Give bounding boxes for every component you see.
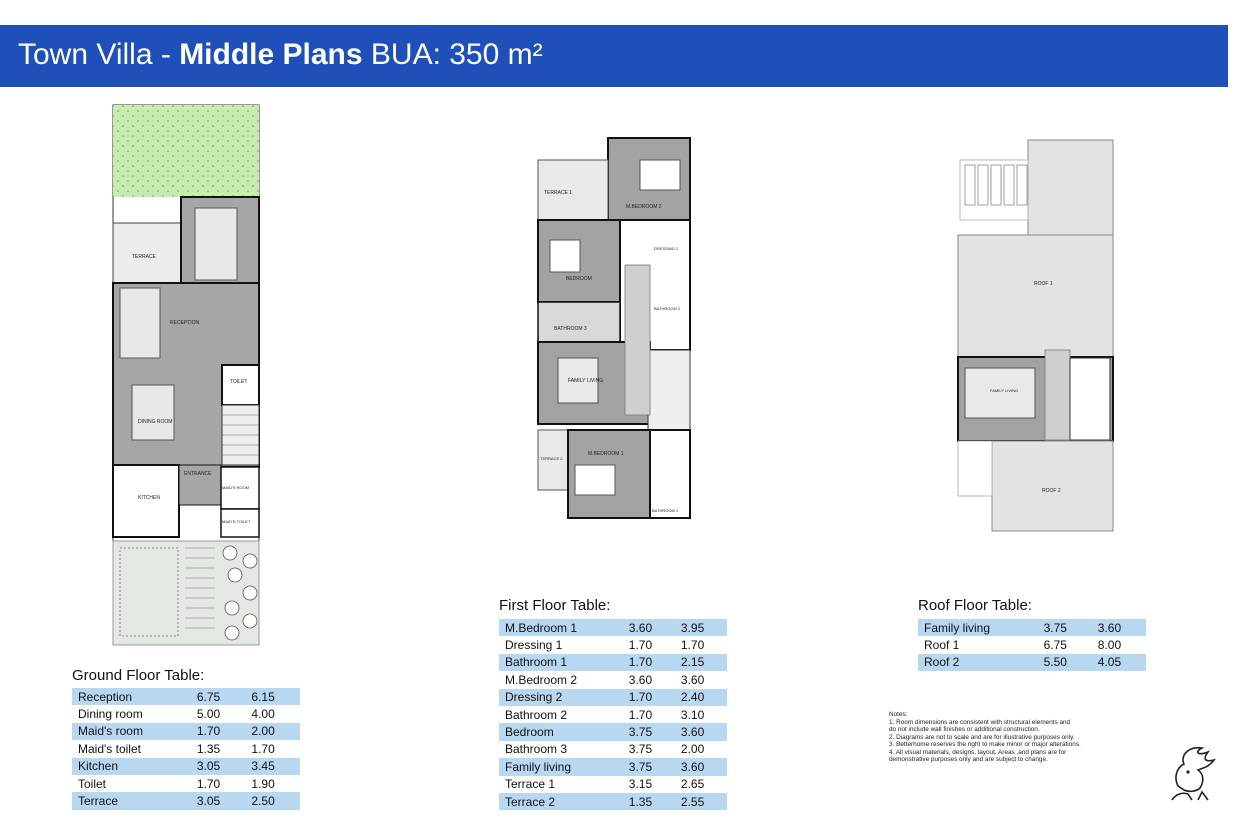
room-length: 3.45 xyxy=(245,758,300,775)
room-width: 5.50 xyxy=(1038,654,1092,671)
room-width: 3.15 xyxy=(623,776,675,793)
room-length: 8.00 xyxy=(1092,636,1146,653)
room-length: 2.50 xyxy=(245,792,300,809)
table-row xyxy=(918,654,1146,671)
first-label-terrace2: TERRACE 2 xyxy=(540,456,563,461)
ground-label-terrace: TERRACE xyxy=(132,254,156,260)
room-length: 2.55 xyxy=(675,793,727,810)
table-row xyxy=(72,705,300,722)
room-width: 5.00 xyxy=(191,705,246,722)
table-row xyxy=(499,654,727,671)
roof-table-title: Roof Floor Table: xyxy=(918,597,1032,614)
room-length: 3.95 xyxy=(675,619,727,636)
room-width: 3.05 xyxy=(191,758,246,775)
page-title xyxy=(18,38,543,72)
room-name: Kitchen xyxy=(72,758,191,775)
title-prefix: Town Villa - xyxy=(18,38,180,71)
notes-line: 4. All visual materials, designs, layout, Areas ,and plans are for xyxy=(889,748,1067,756)
room-width: 1.70 xyxy=(623,706,675,723)
table-row xyxy=(72,792,300,809)
table-row xyxy=(918,636,1146,653)
title-suffix: BUA: 350 m² xyxy=(362,38,543,71)
room-length: 4.05 xyxy=(1092,654,1146,671)
room-width: 3.05 xyxy=(191,792,246,809)
room-width: 3.60 xyxy=(623,619,675,636)
room-name: Maid's room xyxy=(72,723,191,740)
room-name: Terrace 2 xyxy=(499,793,623,810)
first-label-mbedroom1: M.BEDROOM 1 xyxy=(588,451,624,457)
room-width: 6.75 xyxy=(191,688,246,705)
room-width: 1.70 xyxy=(623,654,675,671)
ground-label-dining: DINING ROOM xyxy=(138,419,173,425)
room-name: Bathroom 3 xyxy=(499,741,623,758)
notes-line: 2. Diagrams are not to scale and are for illustrative purposes only. xyxy=(889,733,1075,741)
room-length: 3.60 xyxy=(675,671,727,688)
table-row xyxy=(499,758,727,775)
table-row xyxy=(72,688,300,705)
first-label-bathroom1: BATHROOM 1 xyxy=(652,508,679,513)
room-length: 2.00 xyxy=(245,723,300,740)
notes-line: 1. Room dimensions are consistent with structural elements and xyxy=(889,718,1071,726)
room-name: Terrace xyxy=(72,792,191,809)
room-width: 3.60 xyxy=(623,671,675,688)
ground-label-toilet: TOILET xyxy=(230,379,248,385)
room-name: Roof 1 xyxy=(918,636,1038,653)
room-length: 2.00 xyxy=(675,741,727,758)
table-row xyxy=(499,776,727,793)
room-width: 3.75 xyxy=(1038,619,1092,636)
terrace-area xyxy=(113,223,181,283)
room-name: Family living xyxy=(499,758,623,775)
header-banner xyxy=(0,25,1228,87)
first-label-bathroom2: BATHROOM 2 xyxy=(654,306,681,311)
room-width: 1.70 xyxy=(623,689,675,706)
table-row xyxy=(499,741,727,758)
room-length: 2.65 xyxy=(675,776,727,793)
ground-label-reception: RECEPTION xyxy=(170,320,200,326)
first-label-bathroom3: BATHROOM 3 xyxy=(554,326,587,332)
table-row xyxy=(499,671,727,688)
room-length: 3.10 xyxy=(675,706,727,723)
roof-floor-plan xyxy=(950,130,1120,535)
roof-label-family-living: FAMILY LIVING xyxy=(990,388,1019,393)
table-row xyxy=(499,723,727,740)
room-name: Bathroom 2 xyxy=(499,706,623,723)
room-name: Dressing 1 xyxy=(499,636,623,653)
notes-line: demonstrative purposes only and are subject to change. xyxy=(889,756,1048,763)
first-table-title: First Floor Table: xyxy=(499,597,611,614)
roof-label-roof2: ROOF 2 xyxy=(1042,488,1061,494)
room-width: 1.70 xyxy=(191,775,246,792)
room-width: 3.75 xyxy=(623,723,675,740)
room-name: Reception xyxy=(72,688,191,705)
room-name: M.Bedroom 2 xyxy=(499,671,623,688)
ground-floor-table xyxy=(72,688,300,810)
room-name: Toilet xyxy=(72,775,191,792)
room-width: 1.70 xyxy=(623,636,675,653)
first-floor-plan xyxy=(530,130,695,522)
roof-floor-table xyxy=(918,619,1146,671)
room-name: Bathroom 1 xyxy=(499,654,623,671)
table-row xyxy=(499,793,727,810)
room-length: 3.60 xyxy=(1092,619,1146,636)
room-length: 3.60 xyxy=(675,723,727,740)
room-width: 1.35 xyxy=(191,740,246,757)
room-width: 6.75 xyxy=(1038,636,1092,653)
room-name: Family living xyxy=(918,619,1038,636)
room-width: 3.75 xyxy=(623,741,675,758)
room-width: 1.70 xyxy=(191,723,246,740)
title-bold: Middle Plans xyxy=(179,38,363,71)
table-row xyxy=(72,758,300,775)
table-row xyxy=(499,636,727,653)
ground-label-maids-room: MAID'S ROOM xyxy=(222,485,249,490)
table-row xyxy=(499,619,727,636)
room-length: 6.15 xyxy=(245,688,300,705)
garden-lawn xyxy=(113,105,259,197)
table-row xyxy=(499,689,727,706)
ground-floor-plan xyxy=(110,103,262,648)
ground-label-entrance: ENTRANCE xyxy=(184,471,212,477)
room-name: Dining room xyxy=(72,705,191,722)
room-name: Terrace 1 xyxy=(499,776,623,793)
room-length: 4.00 xyxy=(245,705,300,722)
room-length: 1.70 xyxy=(675,636,727,653)
ground-table-title: Ground Floor Table: xyxy=(72,667,205,684)
ground-label-maids-toilet: MAID'S TOILET xyxy=(222,519,251,524)
table-row xyxy=(72,775,300,792)
notes-block xyxy=(889,711,1149,764)
room-name: Dressing 2 xyxy=(499,689,623,706)
first-label-terrace1: TERRACE 1 xyxy=(544,190,573,196)
room-length: 2.15 xyxy=(675,654,727,671)
room-length: 3.60 xyxy=(675,758,727,775)
room-name: Maid's toilet xyxy=(72,740,191,757)
notes-line: do not include wall finishes or additional construction. xyxy=(889,726,1040,733)
room-name: M.Bedroom 1 xyxy=(499,619,623,636)
first-label-bedroom: BEDROOM xyxy=(566,276,592,282)
room-length: 1.90 xyxy=(245,775,300,792)
room-width: 3.75 xyxy=(623,758,675,775)
room-length: 2.40 xyxy=(675,689,727,706)
table-row xyxy=(499,706,727,723)
table-row xyxy=(72,740,300,757)
room-width: 1.35 xyxy=(623,793,675,810)
first-label-family-living: FAMILY LIVING xyxy=(568,378,604,384)
first-floor-table xyxy=(499,619,727,810)
notes-line: 3. Betterhome reserves the right to make minor or major alterations. xyxy=(889,741,1081,748)
roof-label-roof1: ROOF 1 xyxy=(1034,281,1053,287)
ground-label-kitchen: KITCHEN xyxy=(138,495,160,501)
winged-lion-icon xyxy=(1158,742,1222,806)
room-name: Roof 2 xyxy=(918,654,1038,671)
notes-line: Notes: xyxy=(889,711,908,718)
room-length: 1.70 xyxy=(245,740,300,757)
room-name: Bedroom xyxy=(499,723,623,740)
table-row xyxy=(72,723,300,740)
table-row xyxy=(918,619,1146,636)
first-label-mbedroom2: M.BEDROOM 2 xyxy=(626,204,662,210)
first-label-dressing2: DRESSING 2 xyxy=(654,246,679,251)
